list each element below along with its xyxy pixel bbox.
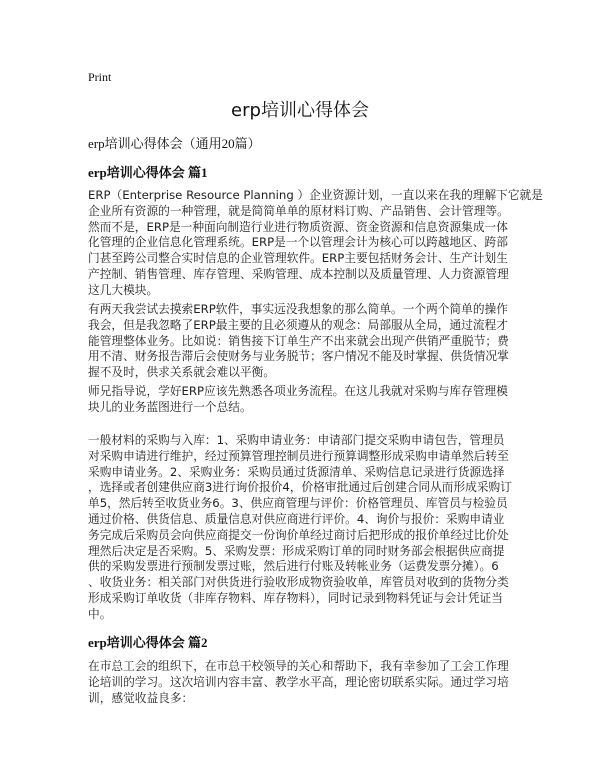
text-line: 对采购申请进行维护，经过预算管理控制员进行预算调整形成采购申请单然后转至 <box>88 448 509 463</box>
text-line: 训，感觉收益良多： <box>88 690 194 705</box>
text-line: 师兄指导说，学好ERP应该先熟悉各项业务流程。在这儿我就对采购与库存管理模 <box>88 384 508 398</box>
text-line: 产控制、销售管理、库存管理、采购管理、成本控制以及质量管理、人力资源管理 <box>88 266 509 281</box>
text-line: 供的采购发票进行预制发票过账，然后进行付账及转帐业务（运费发票分摊）。6 <box>88 559 499 574</box>
text-line: 中。 <box>88 606 112 621</box>
text-line: 单5，然后转至收货业务6。3、供应商管理与评价：价格管理员、库管员与检验员 <box>88 496 508 511</box>
text-line: 论培训的学习。这次培训内容丰富、教学水平高，理论密切联系实际。通过学习培 <box>88 674 509 689</box>
text-line: ，选择或者创建供应商3进行询价报价4，价格审批通过后创建合同从而形成采购订 <box>88 480 512 495</box>
print-link[interactable]: Print <box>88 70 112 84</box>
text-line: ERP（Enterprise Resource Planning ）企业资源计划，一直以来在我的理解下它就是 <box>88 188 543 202</box>
text-line: 采购申请业务。2、采购业务：采购员通过货源清单、采购信息记录进行货源选择 <box>88 464 505 479</box>
paragraph <box>88 188 543 299</box>
text-line: 握不及时，供求关系就会难以平衡。 <box>88 365 276 380</box>
text-line: 然而不是，ERP是一种面向制造行业进行物质资源、资金资源和信息资源集成一体 <box>88 219 508 234</box>
text-line: 务完成后采购员会向供应商提交一份询价单经过商讨后把形成的报价单经过比价处 <box>88 527 509 542</box>
paragraph <box>88 302 528 381</box>
paragraph <box>88 433 528 623</box>
text-line: 化管理的企业信息化管理系统。ERP是一个以管理会计为核心可以跨越地区、跨部 <box>88 235 508 250</box>
text-line: 块儿的业务蓝图进行一个总结。 <box>88 399 252 414</box>
text-line: 理然后决定是否采购。5、采购发票：形成采购订单的同时财务部会根据供应商提 <box>88 543 505 558</box>
text-line: 用不清、财务报告滞后会使财务与业务脱节；客户情况不能及时掌握、供货情况掌 <box>88 349 509 364</box>
paragraph <box>88 659 528 706</box>
text-line: 门甚至跨公司整合实时信息的企业管理软件。ERP主要包括财务会计、生产计划生 <box>88 251 508 266</box>
text-line: 我会，但是我忽略了ERP最主要的且必须遵从的观念：局部服从全局，通过流程才 <box>88 317 508 332</box>
page-title: erp培训心得体会 <box>231 100 369 121</box>
text-line: 有两天我尝试去摸索ERP软件，事实远没我想象的那么简单。一个两个简单的操作 <box>88 302 508 316</box>
text-line: 在市总工会的组织下，在市总干校领导的关心和帮助下，我有幸参加了工会工作理 <box>88 659 509 673</box>
subtitle: erp培训心得体会（通用20篇） <box>88 136 261 151</box>
text-line: 通过价格、供货信息、质量信息对供应商进行评价。4、询价与报价：采购申请业 <box>88 511 505 526</box>
text-line: 能管理整体业务。比如说：销售接下订单生产不出来就会出现产供销严重脱节；费 <box>88 333 509 348</box>
text-line: 形成采购订单收货（非库存物料、库存物料），同时记录到物料凭证与会计凭证当 <box>88 590 503 605</box>
text-line: 、收货业务：相关部门对供货进行验收形成物资验收单，库管员对收到的货物分类 <box>88 575 509 590</box>
paragraph <box>88 384 528 416</box>
text-line: 一般材料的采购与入库：1、采购申请业务：申请部门提交采购申请包告，管理员 <box>88 433 505 447</box>
text-line: 这几大模块。 <box>88 282 159 297</box>
section-heading: erp培训心得体会 篇2 <box>88 635 208 650</box>
text-line: 企业所有资源的一种管理，就是简简单单的原材料订购、产品销售、会计管理等。 <box>88 203 509 218</box>
section-heading: erp培训心得体会 篇1 <box>88 165 208 180</box>
